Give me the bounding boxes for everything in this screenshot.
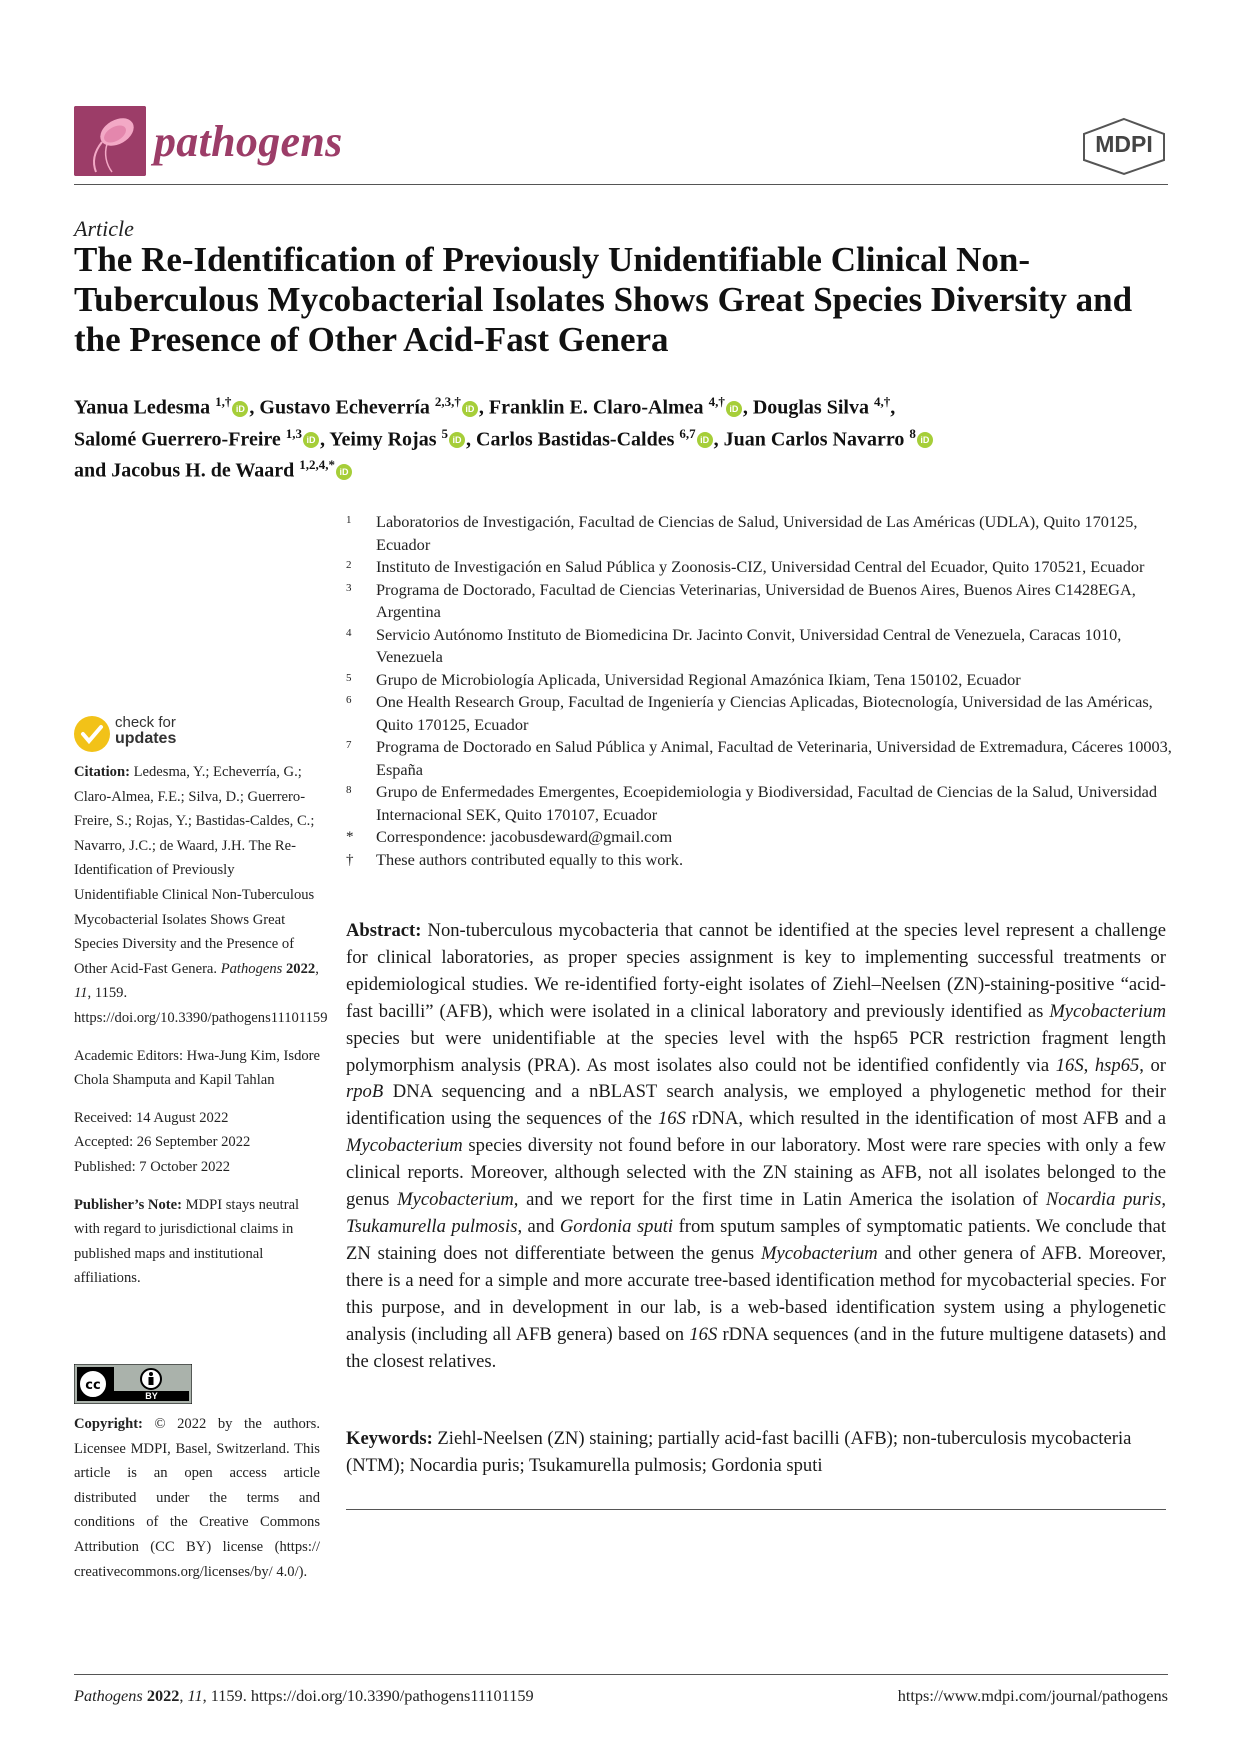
author-name: Yeimy Rojas <box>329 428 437 451</box>
abstract-text-segment: Mycobacterium <box>761 1242 878 1264</box>
author-affiliation-marker: 2,3,† <box>434 394 461 409</box>
abstract-text-segment: , <box>1083 1054 1095 1076</box>
footer-divider <box>74 1674 1168 1675</box>
cc-by-license-badge[interactable] <box>74 1364 192 1404</box>
footer-doi[interactable]: , 1159. https://doi.org/10.3390/pathogens11101159 <box>202 1686 534 1705</box>
citation-label: Citation: <box>74 764 130 780</box>
date-published: Published: 7 October 2022 <box>74 1158 231 1175</box>
affiliation-item <box>346 579 1176 624</box>
abstract-text-segment: Mycobacterium <box>346 1135 463 1157</box>
citation-journal: Pathogens <box>220 960 283 977</box>
abstract-text-segment: from sputum samples of symptomatic patients. We conclude that ZN staining does not differentiate between the genus <box>346 1215 1167 1264</box>
affiliation-text: Grupo de Enfermedades Emergentes, Ecoepidemiologia y Biodiversidad, Facultad de Ciencias de la Salud, Universidad Internacional SEK, Quito 170107, Ecuador <box>376 782 1157 824</box>
date-accepted: Accepted: 26 September 2022 <box>74 1134 251 1151</box>
author-affiliation-marker: 6,7 <box>679 425 696 441</box>
footer-journal: Pathogens <box>74 1686 143 1705</box>
affiliation-item <box>346 511 1176 556</box>
author-list <box>74 389 1174 484</box>
abstract-text-segment: and other genera of AFB. Moreover, there is a need for a simple and more accurate tree-based identification method for mycobacterial species. For this purpose, and in development in our lab, is a web-based identification system using a phylogenetic analysis (including all AFB genera) based on <box>346 1242 1167 1345</box>
abstract-body <box>346 920 1166 1372</box>
author-name: Juan Carlos Navarro <box>723 428 905 451</box>
affiliation-number: 7 <box>346 739 352 751</box>
dates <box>74 1106 320 1180</box>
orcid-icon[interactable]: iD <box>462 401 478 417</box>
author-name: Franklin E. Claro-Almea <box>488 396 704 419</box>
affiliation-item <box>346 624 1176 669</box>
affiliation-text: Laboratorios de Investigación, Facultad de Ciencias de Salud, Universidad de Las Américas (UDLA), Quito 170125, Ecuador <box>376 512 1138 554</box>
check-for-updates-badge[interactable] <box>74 714 234 756</box>
abstract-text-segment: hsp65 <box>1094 1054 1140 1076</box>
footer-journal-url[interactable]: https://www.mdpi.com/journal/pathogens <box>897 1686 1168 1705</box>
abstract-text-segment: Gordonia sputi <box>559 1215 674 1237</box>
affiliation-item <box>346 781 1176 826</box>
author-name: Yanua Ledesma <box>74 396 211 419</box>
date-received: Received: 14 August 2022 <box>74 1109 229 1126</box>
citation-doi[interactable]: 1159. https://doi.org/10.3390/pathogens11101159 <box>74 985 328 1026</box>
author-separator: , <box>478 396 489 419</box>
affiliation-text: Grupo de Microbiología Aplicada, Universidad Regional Amazónica Ikiam, Tena 150102, Ecuador <box>376 669 1021 689</box>
abstract-text-segment: 16S <box>657 1108 686 1130</box>
author-name: Salomé Guerrero-Freire <box>74 428 281 451</box>
abstract-text-segment: , and <box>517 1215 560 1237</box>
check-updates-line2: updates <box>115 730 177 747</box>
author-name: Carlos Bastidas-Caldes <box>476 428 675 451</box>
abstract-text-segment: rDNA, which resulted in the identification of most AFB and a <box>685 1108 1166 1130</box>
affiliation-text: Servicio Autónomo Instituto de Biomedicina Dr. Jacinto Convit, Universidad Central de Venezuela, Caracas 1010, Venezuela <box>376 624 1122 666</box>
affiliation-number: 2 <box>346 559 352 571</box>
footer-year: 2022 <box>146 1686 180 1705</box>
abstract-text-segment: 16S <box>689 1323 718 1345</box>
affiliation-item <box>346 736 1176 781</box>
author-affiliation-marker: 1,† <box>215 394 232 409</box>
sidebar-info <box>74 760 328 1304</box>
orcid-icon[interactable]: iD <box>336 464 352 480</box>
abstract-text-segment: species but were unidentifiable at the species level with the hsp65 PCR restriction fragment length polymorphism analysis (PRA). As most isolates also could not be identified confidently via <box>346 1027 1166 1076</box>
check-updates-text <box>115 715 176 747</box>
abstract-text-segment: Mycobacterium <box>397 1189 514 1211</box>
author-name: and Jacobus H. de Waard <box>74 459 295 482</box>
abstract-text-segment: Nocardia puris <box>1045 1189 1162 1211</box>
author-name: Gustavo Echeverría <box>259 396 430 419</box>
svg-text:cc: cc <box>85 1378 101 1393</box>
affiliation-number: 4 <box>346 626 352 639</box>
author-affiliation-marker: 8 <box>909 425 916 441</box>
abstract-text-segment: DNA sequencing and a nBLAST search analysis, we employed a phylogenetic method for their identification using the sequences of the <box>346 1081 1166 1130</box>
check-updates-icon <box>74 716 110 752</box>
author-affiliation-marker: 4,† <box>873 394 891 409</box>
abstract-text-segment: 16S <box>1055 1054 1084 1076</box>
author-separator: , <box>713 428 724 451</box>
keywords-label: Keywords: <box>346 1428 433 1449</box>
affiliation-number: 1 <box>346 514 352 526</box>
author-affiliation-marker: 4,† <box>708 394 725 409</box>
abstract-text-segment: , and we report for the first time in Latin America the isolation of <box>513 1189 1046 1211</box>
affiliation-number: * <box>346 829 354 845</box>
author-separator: , <box>742 396 753 419</box>
affiliation-item <box>346 849 1176 872</box>
affiliation-text: Correspondence: jacobusdeward@gmail.com <box>376 827 673 846</box>
affiliation-number: 5 <box>346 671 352 684</box>
citation-text: Ledesma, Y.; Echeverría, G.; Claro-Almea, F.E.; Silva, D.; Guerrero-Freire, S.; Rojas, Y.; Bastidas-Caldes, C.; Navarro, J.C.; de Waard, J.H. The Re-Identification of Previously Unidentifiable Clinical Non-Tuberculous Mycobacterial Isolates Shows Great Species Diversity and the Presence of Other Acid-Fast Genera. <box>74 764 315 977</box>
publisher-note <box>74 1193 320 1291</box>
citation-volume: 11 <box>74 985 88 1002</box>
author-affiliation-marker: 1,2,4,* <box>299 457 335 473</box>
footer-volume: 11 <box>187 1686 203 1705</box>
citation: Citation: Ledesma, Y.; Echeverría, G.; Claro-Almea, F.E.; Silva, D.; Guerrero-Freire, S.; Rojas, Y.; Bastidas-Caldes, C.; Navarro, J.C.; de Waard, J.H. The Re-Identification of Previously Unidentifiable Clinical Non-Tuberculous Mycobacterial Isolates Shows Great Species Diversity and the Presence of Other Acid-Fast Genera. Pathogens 2022, 11, 1159. https://doi.org/10.3390/pathogens11101159 <box>74 764 328 1026</box>
author-separator: , <box>320 428 330 451</box>
abstract-text-segment: , or <box>1139 1054 1167 1076</box>
affiliation-number: † <box>346 851 354 868</box>
affiliation-text: These authors contributed equally to this work. <box>376 849 684 869</box>
affiliation-text: One Health Research Group, Facultad de Ingeniería y Ciencias Aplicadas, Biotecnología, Universidad de las Américas, Quito 170125, Ecuador <box>376 692 1153 734</box>
author-affiliation-marker: 1,3 <box>285 425 303 441</box>
keywords <box>346 1426 1166 1480</box>
author-name: Douglas Silva <box>752 396 869 419</box>
mdpi-logo <box>1078 116 1170 176</box>
citation-year: 2022 <box>286 960 316 977</box>
orcid-icon[interactable]: iD <box>917 432 933 448</box>
abstract-text-segment: Tsukamurella pulmosis <box>346 1215 518 1237</box>
author-affiliation-marker: 5 <box>441 425 449 441</box>
journal-name: pathogens <box>154 117 343 166</box>
footer-citation: Pathogens 2022, 11, 1159. https://doi.org/10.3390/pathogens11101159 <box>74 1686 534 1705</box>
abstract-text-segment: rDNA sequences (and in the future multigene datasets) and the closest relatives. <box>346 1323 1166 1372</box>
header-divider <box>74 184 1168 185</box>
affiliation-number: 8 <box>346 784 352 796</box>
author-separator: , <box>466 428 477 451</box>
affiliation-item <box>346 691 1176 736</box>
orcid-icon[interactable]: iD <box>697 432 713 448</box>
abstract-text-segment: Non-tuberculous mycobacteria that cannot be identified at the species level represent a challenge for clinical laboratories, as proper species assignment is key to implementing successful treatments or epidemiological studies. We re-identified forty-eight isolates of Ziehl–Neelsen (ZN)-staining-positive “acid-fast bacilli” (AFB), which were isolated in a clinical laboratory and previously identified as <box>346 920 1167 1022</box>
orcid-icon[interactable]: iD <box>303 432 319 448</box>
affiliation-number: 6 <box>346 694 352 706</box>
affiliation-item <box>346 556 1176 579</box>
abstract <box>346 918 1166 1375</box>
affiliation-number: 3 <box>346 581 352 594</box>
orcid-icon[interactable]: iD <box>449 432 465 448</box>
author-separator: , <box>249 396 260 419</box>
orcid-icon[interactable]: iD <box>232 401 248 417</box>
mdpi-logo-text: MDPI <box>1095 131 1153 157</box>
abstract-text-segment: Mycobacterium <box>1049 1000 1166 1022</box>
cc-by-label: BY <box>145 1391 158 1401</box>
affiliation-text: Programa de Doctorado en Salud Pública y Animal, Facultad de Veterinaria, Universidad de Extremadura, Cáceres 10003, España <box>376 737 1172 779</box>
affiliation-text: Instituto de Investigación en Salud Pública y Zoonosis-CIZ, Universidad Central del Ecuador, Quito 170521, Ecuador <box>376 557 1145 576</box>
affiliation-item <box>346 826 1176 849</box>
article-title: The Re-Identification of Previously Unidentifiable Clinical Non-Tuberculous Mycobacterial Isolates Shows Great Species Diversity and the Presence of Other Acid-Fast Genera <box>74 240 1133 359</box>
abstract-divider <box>346 1509 1166 1510</box>
journal-logo <box>74 106 146 176</box>
academic-editors: Academic Editors: Hwa-Jung Kim, Isdore Chola Shamputa and Kapil Tahlan <box>74 1047 321 1089</box>
abstract-label: Abstract: <box>346 920 422 941</box>
pathogen-logo-icon <box>74 106 146 176</box>
copyright-notice <box>74 1412 320 1584</box>
orcid-icon[interactable]: iD <box>726 401 742 417</box>
keywords-text: Ziehl-Neelsen (ZN) staining; partially acid-fast bacilli (AFB); non-tuberculosis mycobacteria (NTM); Nocardia puris; Tsukamurella pulmosis; Gordonia sputi <box>346 1428 1132 1476</box>
abstract-text-segment: rpoB <box>346 1081 384 1103</box>
affiliation-list <box>346 511 1176 871</box>
article-type: Article <box>74 216 134 241</box>
abstract-text-segment: , <box>1161 1189 1166 1211</box>
publisher-note-text: MDPI stays neutral with regard to jurisdictional claims in published maps and institutional affiliations. <box>74 1196 300 1287</box>
check-updates-line1: check for <box>115 714 176 731</box>
publisher-note-label: Publisher’s Note: <box>74 1196 182 1213</box>
affiliation-text: Programa de Doctorado, Facultad de Ciencias Veterinarias, Universidad de Buenos Aires, Buenos Aires C1428EGA, Argentina <box>376 579 1136 621</box>
author-separator: , <box>890 396 896 419</box>
copyright-text: © 2022 by the authors. Licensee MDPI, Basel, Switzerland. This article is an open access article distributed under the terms and conditions of the Creative Commons Attribution (CC BY) license (https:// creativecommons.org/licenses/by/ 4.0/). <box>74 1416 320 1580</box>
abstract-text-segment: species diversity not found before in our laboratory. Most were rare species with only a few clinical reports. Moreover, although selected with the ZN staining as AFB, not all isolates belonged to the genus <box>346 1135 1166 1211</box>
affiliation-item <box>346 669 1176 692</box>
copyright-label: Copyright: <box>74 1416 143 1432</box>
